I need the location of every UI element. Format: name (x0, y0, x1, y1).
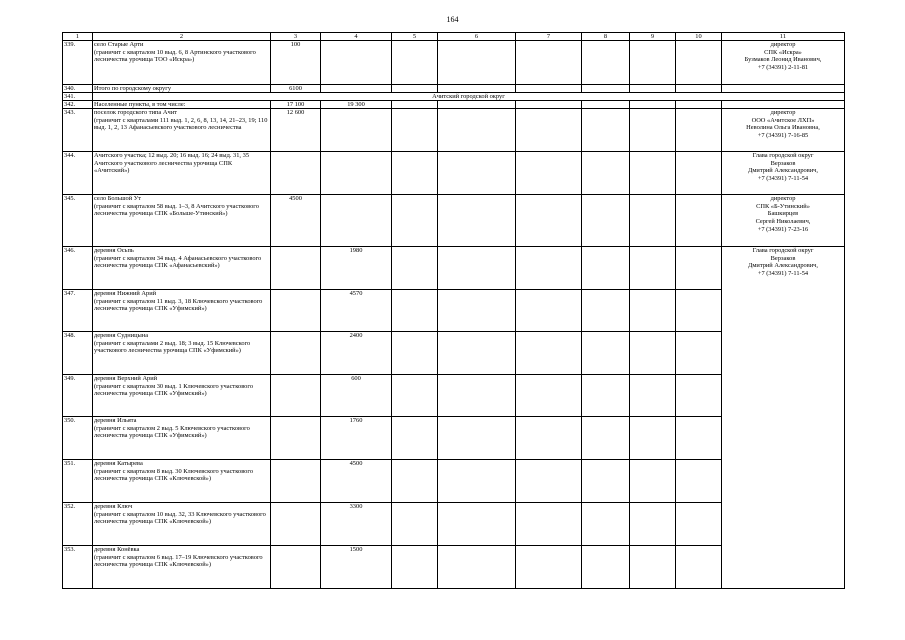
area-col4: 19 300 (321, 101, 392, 109)
header-cell: 9 (630, 33, 676, 41)
empty-cell (438, 290, 516, 332)
area-col4: 3300 (321, 503, 392, 546)
area-col3 (271, 417, 321, 460)
header-cell: 5 (392, 33, 438, 41)
area-col3: 4500 (271, 195, 321, 247)
area-col4: 4500 (321, 460, 392, 503)
empty-cell (392, 247, 438, 290)
empty-cell (582, 247, 630, 290)
settlement-description: деревня Осьпь (граничит с кварталом 34 выд. 4 Афанасьевского участкового лесничества урочища СПК «Афанасьевский») (93, 247, 271, 290)
area-col3 (271, 375, 321, 417)
empty-cell (516, 152, 582, 195)
empty-cell (516, 375, 582, 417)
empty-cell (582, 152, 630, 195)
empty-cell (582, 290, 630, 332)
empty-cell (630, 503, 676, 546)
area-col4: 1980 (321, 247, 392, 290)
area-col3 (271, 247, 321, 290)
header-cell: 7 (516, 33, 582, 41)
area-col4 (321, 195, 392, 247)
area-col4 (321, 109, 392, 152)
empty-cell (582, 195, 630, 247)
empty-cell (392, 85, 438, 93)
empty-cell (676, 503, 722, 546)
table-row (63, 85, 845, 93)
empty-cell (392, 41, 438, 85)
empty-cell (392, 546, 438, 589)
row-number: 352. (63, 503, 93, 546)
settlement-description: деревня Ключ (граничит с кварталом 10 выд. 32, 33 Ключевского участкового лесничества урочища СПК «Ключевской») (93, 503, 271, 546)
empty-cell (392, 290, 438, 332)
empty-cell (582, 332, 630, 375)
settlement-description: село Старые Арти (граничит с кварталом 10 выд. 6, 8 Артинского участкового лесничества урочища ТОО «Искра») (93, 41, 271, 85)
row-number: 344. (63, 152, 93, 195)
area-col3: 6100 (271, 85, 321, 93)
empty-cell (438, 85, 516, 93)
header-row (63, 33, 845, 41)
forest-table (62, 32, 845, 589)
empty-cell (676, 101, 722, 109)
empty-cell (676, 460, 722, 503)
area-col4: 1500 (321, 546, 392, 589)
header-cell: 10 (676, 33, 722, 41)
empty-cell (676, 247, 722, 290)
empty-cell (438, 195, 516, 247)
empty-cell (516, 85, 582, 93)
area-col4 (321, 85, 392, 93)
responsible-contact: директор СПК «Искра» Бузмаков Леонид Иванович, +7 (34391) 2-11-81 (722, 41, 845, 85)
empty-cell (630, 152, 676, 195)
responsible-contact: Глава городской округ Верзаков Дмитрий Александрович, +7 (34391) 7-11-54 (722, 152, 845, 195)
area-col4 (321, 41, 392, 85)
row-number: 346. (63, 247, 93, 290)
empty-cell (438, 247, 516, 290)
empty-cell (516, 290, 582, 332)
table-row (63, 41, 845, 85)
settlement-description: поселок городского типа Ачит (граничит с кварталами 111 выд. 1, 2, 6, 8, 13, 14, 21–23, 19; 110 выд. 1, 2, 13 Афанасьевского участкового лесничества (93, 109, 271, 152)
responsible-contact: директор ООО «Ачитское ЛХП» Неволина Ольга Ивановна, +7 (34391) 7-16-85 (722, 109, 845, 152)
responsible-contact: Глава городской округ Верзаков Дмитрий Александрович, +7 (34391) 7-11-54 (722, 247, 845, 589)
header-cell: 8 (582, 33, 630, 41)
responsible-contact (722, 85, 845, 93)
header-cell: 4 (321, 33, 392, 41)
empty-cell (676, 332, 722, 375)
settlement-description: деревня Нижний Арий (граничит с кварталом 11 выд. 3, 18 Ключевского участкового лесничества урочища СПК «Уфимский») (93, 290, 271, 332)
empty-cell (516, 503, 582, 546)
area-col3 (271, 290, 321, 332)
empty-cell (438, 503, 516, 546)
empty-cell (676, 546, 722, 589)
empty-cell (630, 41, 676, 85)
empty-cell (438, 152, 516, 195)
settlement-description: Ачитского участка; 12 выд. 20; 16 выд. 16; 24 выд. 31, 35 Ачитского участкового лесничества урочища СПК «Ачитский») (93, 152, 271, 195)
row-number: 347. (63, 290, 93, 332)
header-cell: 1 (63, 33, 93, 41)
empty-cell (582, 101, 630, 109)
empty-cell (392, 109, 438, 152)
header-cell: 3 (271, 33, 321, 41)
area-col3 (271, 546, 321, 589)
settlement-description: деревня Судницына (граничит с кварталами 2 выд. 18; 3 выд. 15 Ключевского участкового лесничества урочища СПК «Уфимский») (93, 332, 271, 375)
empty-cell (438, 109, 516, 152)
row-number: 343. (63, 109, 93, 152)
empty-cell (392, 375, 438, 417)
empty-cell (676, 290, 722, 332)
empty-cell (438, 101, 516, 109)
row-number: 339. (63, 41, 93, 85)
area-col3 (271, 503, 321, 546)
settlement-description: Итого по городскому округу (93, 85, 271, 93)
empty-cell (630, 195, 676, 247)
empty-cell (630, 85, 676, 93)
empty-cell (438, 332, 516, 375)
empty-cell (438, 41, 516, 85)
empty-cell (676, 195, 722, 247)
empty-cell (582, 41, 630, 85)
area-col3: 12 600 (271, 109, 321, 152)
empty-cell (438, 460, 516, 503)
area-col3 (271, 460, 321, 503)
area-col4: 600 (321, 375, 392, 417)
row-number: 342. (63, 101, 93, 109)
row-number: 348. (63, 332, 93, 375)
empty-cell (676, 85, 722, 93)
area-col4 (321, 152, 392, 195)
empty-cell (392, 101, 438, 109)
empty-cell (582, 503, 630, 546)
settlement-description: Населенные пункты, в том числе: (93, 101, 271, 109)
table-row (63, 247, 845, 290)
area-col3: 17 100 (271, 101, 321, 109)
empty-cell (630, 109, 676, 152)
header-cell: 6 (438, 33, 516, 41)
empty-cell (676, 417, 722, 460)
empty-cell (516, 109, 582, 152)
empty-cell (582, 85, 630, 93)
row-number: 353. (63, 546, 93, 589)
row-number: 341. (63, 93, 93, 101)
section-row (63, 93, 845, 101)
row-number: 345. (63, 195, 93, 247)
row-number: 350. (63, 417, 93, 460)
area-col3: 100 (271, 41, 321, 85)
empty-cell (630, 375, 676, 417)
header-cell: 2 (93, 33, 271, 41)
settlement-description: деревня Ильята (граничит с кварталом 2 выд. 5 Ключевского участкового лесничества урочища СПК «Уфимский») (93, 417, 271, 460)
empty-cell (392, 417, 438, 460)
empty-cell (582, 375, 630, 417)
empty-cell (392, 503, 438, 546)
empty-cell (516, 332, 582, 375)
empty-cell (516, 195, 582, 247)
empty-cell (392, 152, 438, 195)
empty-cell (582, 546, 630, 589)
empty-cell (392, 460, 438, 503)
empty-cell (516, 417, 582, 460)
empty-cell (676, 375, 722, 417)
settlement-description: деревня Конёвка (граничит с кварталом 6 выд. 17–19 Ключевского участкового лесничества урочища СПК «Ключевской») (93, 546, 271, 589)
table-row (63, 109, 845, 152)
table-row (63, 101, 845, 109)
page-number: 164 (446, 15, 459, 24)
empty-cell (630, 290, 676, 332)
area-col3 (271, 152, 321, 195)
row-number: 351. (63, 460, 93, 503)
empty-cell (392, 195, 438, 247)
empty-cell (630, 417, 676, 460)
empty-cell (392, 332, 438, 375)
empty-cell (630, 247, 676, 290)
area-col4: 4570 (321, 290, 392, 332)
empty-cell (676, 109, 722, 152)
empty-cell (516, 101, 582, 109)
area-col4: 1760 (321, 417, 392, 460)
responsible-contact (722, 101, 845, 109)
empty-cell (630, 101, 676, 109)
settlement-description: село Большой Ут (граничит с кварталом 58 выд. 1–3, 8 Ачитского участкового лесничества урочища СПК «Больше-Утинский») (93, 195, 271, 247)
empty-cell (516, 546, 582, 589)
row-number: 349. (63, 375, 93, 417)
table-row (63, 152, 845, 195)
settlement-description: деревня Катырева (граничит с кварталом 8 выд. 30 Ключевского участкового лесничества урочища СПК «Ключевской») (93, 460, 271, 503)
section-title: Ачитский городской округ (93, 93, 845, 101)
table-row (63, 195, 845, 247)
responsible-contact: директор СПК «Б-Утинский» Башкирцев Сергей Николаевич, +7 (34391) 7-23-16 (722, 195, 845, 247)
empty-cell (582, 109, 630, 152)
empty-cell (630, 460, 676, 503)
row-number: 340. (63, 85, 93, 93)
empty-cell (438, 417, 516, 460)
empty-cell (516, 247, 582, 290)
settlement-description: деревня Верхний Арий (граничит с кварталом 30 выд. 1 Ключевского участкового лесничества урочища СПК «Уфимский») (93, 375, 271, 417)
empty-cell (516, 41, 582, 85)
empty-cell (582, 417, 630, 460)
empty-cell (438, 546, 516, 589)
empty-cell (676, 152, 722, 195)
empty-cell (630, 546, 676, 589)
empty-cell (630, 332, 676, 375)
empty-cell (582, 460, 630, 503)
empty-cell (438, 375, 516, 417)
area-col3 (271, 332, 321, 375)
header-cell: 11 (722, 33, 845, 41)
empty-cell (516, 460, 582, 503)
empty-cell (676, 41, 722, 85)
area-col4: 2400 (321, 332, 392, 375)
